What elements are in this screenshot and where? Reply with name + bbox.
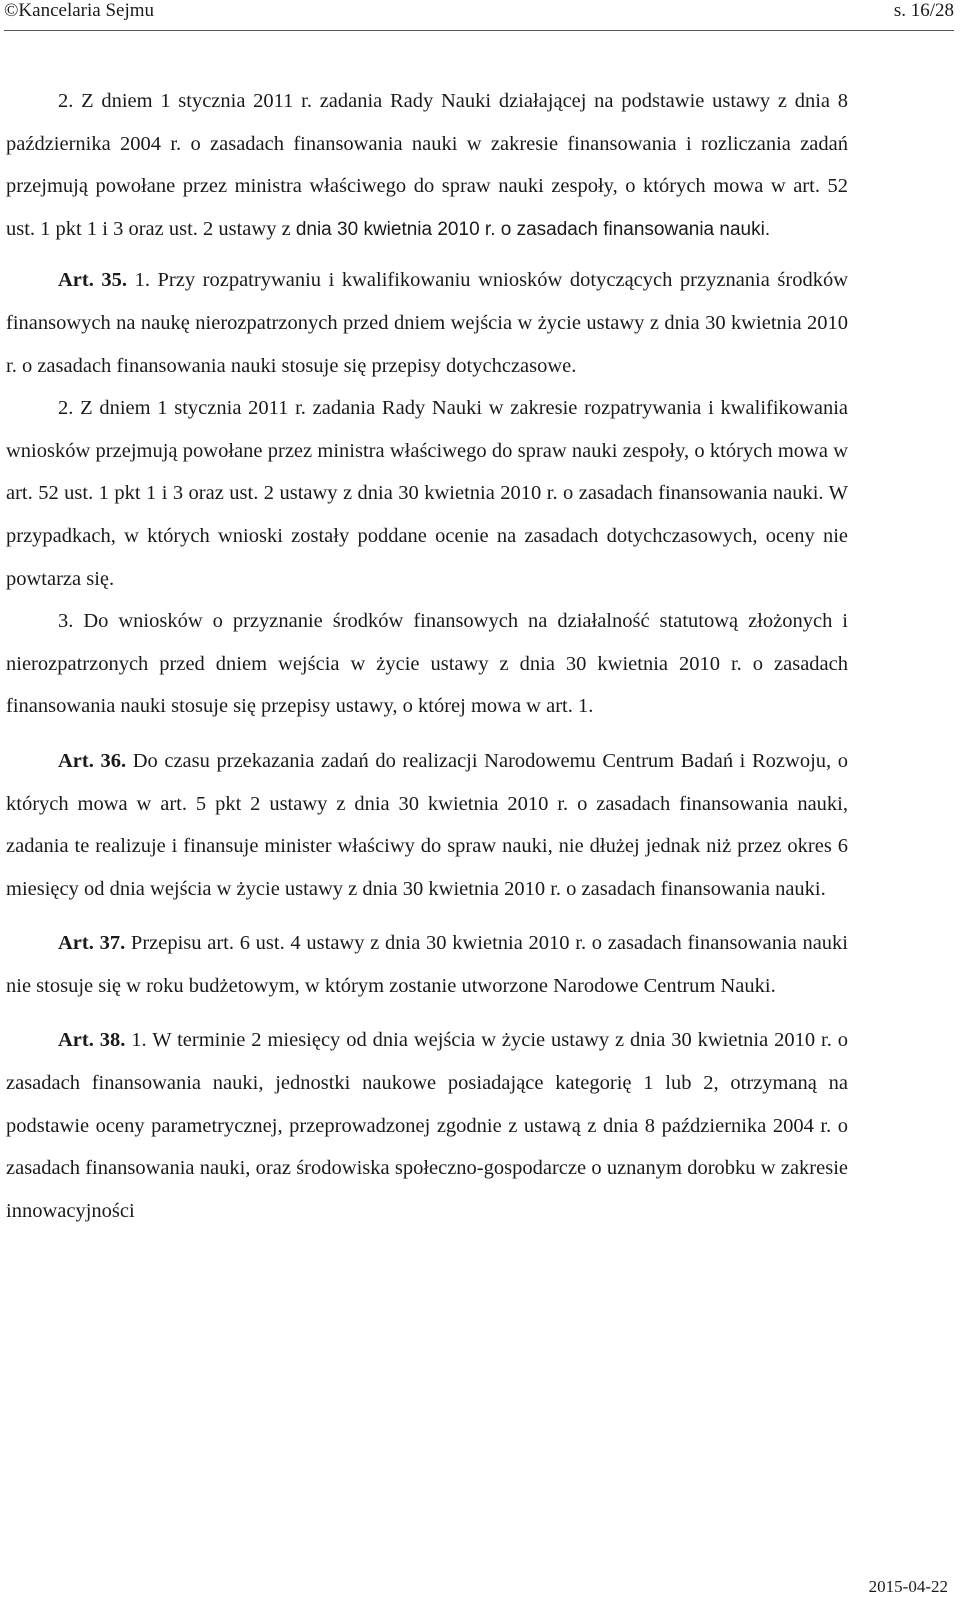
- page-footer-date: 2015-04-22: [868, 1577, 948, 1596]
- paragraph-art35-2: 2. Z dniem 1 stycznia 2011 r. zadania Rady Nauki w zakresie rozpatrywania i kwalifikowania wniosków przejmują powołane przez ministra właściwego do spraw nauki zespoły, o których mowa w art. 52 ust. 1 pkt 1 i 3 oraz ust. 2 ustawy z dnia 30 kwietnia 2010 r. o zasadach finansowania nauki. W przypadkach, w których wnioski zostały poddane ocenie na zasadach dotychczasowych, oceny nie powtarza się.: [6, 397, 848, 590]
- copyright-label: ©Kancelaria Sejmu: [4, 0, 155, 21]
- paragraph-art35-3: 3. Do wniosków o przyznanie środków finansowych na działalność statutową złożonych i nierozpatrzonych przed dniem wejścia w życie ustawy z dnia 30 kwietnia 2010 r. o zasadach finansowania nauki stosuje się przepisy ustawy, o której mowa w art. 1.: [6, 610, 848, 718]
- art35-1-text: 1. Przy rozpatrywaniu i kwalifikowaniu wniosków dotyczących przyznania środków finansowych na naukę nierozpatrzonych przed dniem wejścia w życie ustawy z dnia 30 kwietnia 2010 r. o zasadach finansowania nauki stosuje się przepisy dotychczasowe.: [6, 269, 848, 377]
- paragraph-art36: [6, 740, 848, 910]
- art36-heading: Art. 36.: [58, 749, 127, 772]
- page-header: [4, 0, 954, 31]
- art36-text: Do czasu przekazania zadań do realizacji Narodowemu Centrum Badań i Rozwoju, o których mowa w art. 5 pkt 2 ustawy z dnia 30 kwietnia 2010 r. o zasadach finansowania nauki, zadania te realizuje i finansuje minister właściwy do spraw nauki, nie dłużej jednak niż przez okres 6 miesięcy od dnia wejścia w życie ustawy z dnia 30 kwietnia 2010 r. o zasadach finansowania nauki.: [6, 749, 848, 900]
- paragraph-art34-2-text: 2. Z dniem 1 stycznia 2011 r. zadania Rady Nauki działającej na podstawie ustawy z dnia 8 października 2004 r. o zasadach finansowania nauki w zakresie finansowania i rozliczania zadań przejmują powołane przez ministra właściwego do spraw nauki zespoły, o których mowa w art. 52 ust. 1 pkt 1 i 3 oraz ust. 2 ustawy z: [6, 90, 848, 240]
- document-body: [6, 80, 848, 1232]
- page-number: s. 16/28: [893, 0, 954, 21]
- art38-heading: Art. 38.: [58, 1029, 126, 1052]
- art37-text: Przepisu art. 6 ust. 4 ustawy z dnia 30 kwietnia 2010 r. o zasadach finansowania nauki nie stosuje się w roku budżetowym, w którym zostanie utworzone Narodowe Centrum Nauki.: [6, 932, 848, 997]
- art35-heading: Art. 35.: [58, 269, 128, 292]
- art38-text: 1. W terminie 2 miesięcy od dnia wejścia w życie ustawy z dnia 30 kwietnia 2010 r. o zasadach finansowania nauki, jednostki naukowe posiadające kategorię 1 lub 2, otrzymaną na podstawie oceny parametrycznej, przeprowadzonej zgodnie z ustawą z dnia 8 października 2004 r. o zasadach finansowania nauki, oraz środowiska społeczno-gospodarcze o uznanym dorobku w zakresie innowacyjności: [6, 1029, 848, 1222]
- paragraph-art34-2: [6, 80, 848, 251]
- paragraph-art34-2-end: dnia 30 kwietnia 2010 r. o zasadach finansowania nauki.: [295, 218, 771, 240]
- art37-heading: Art. 37.: [58, 932, 126, 955]
- paragraph-art37: [6, 922, 848, 1007]
- paragraph-art38-1: [6, 1019, 848, 1232]
- paragraph-art35-1: [6, 259, 848, 387]
